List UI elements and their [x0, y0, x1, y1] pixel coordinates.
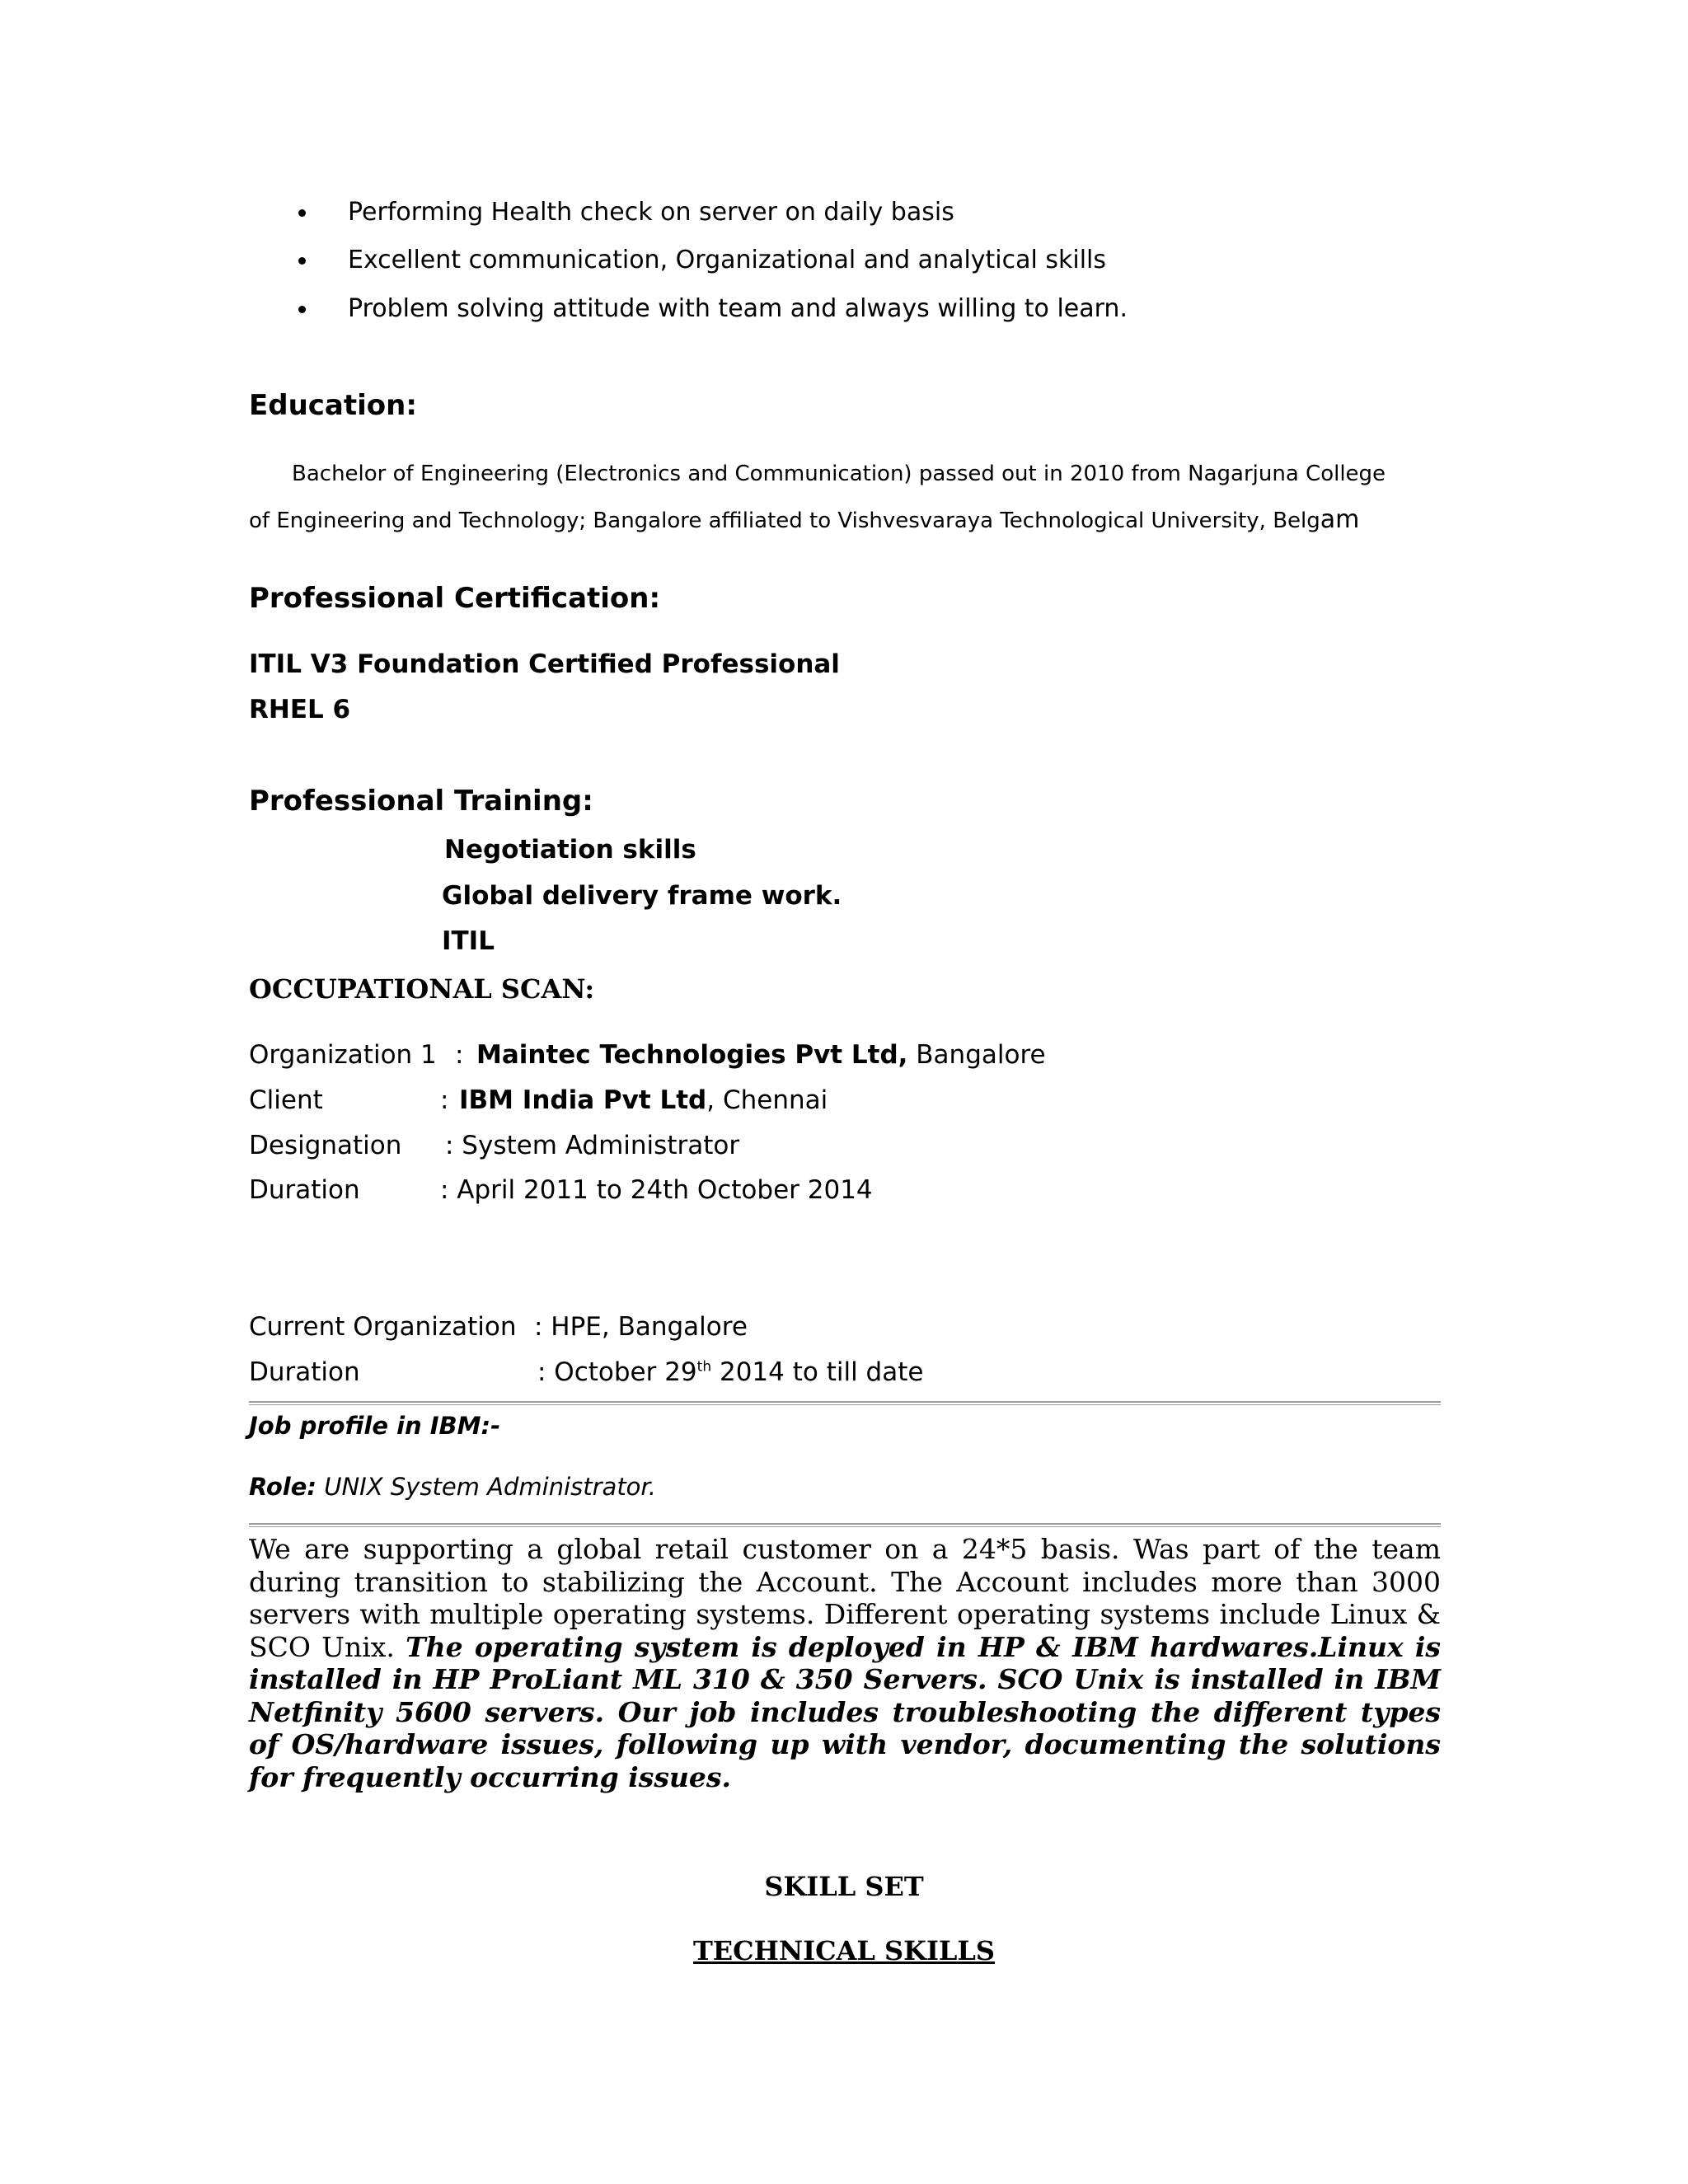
training-heading: Professional Training: [249, 785, 593, 818]
certification-item: ITIL V3 Foundation Certified Professional [249, 649, 840, 679]
training-item: ITIL [442, 926, 495, 956]
org1-city: Bangalore [907, 1040, 1046, 1070]
client-name: IBM India Pvt Ltd [459, 1085, 707, 1115]
description-emphasis: The operating system is deployed in HP & IBM hardwares.Linux is installed in HP ProLiant ML 310 & 350 Servers. SCO Unix is installed in IBM Netfinity 5600 servers. Our job includes troubleshooting the different types of OS/hardware issues, following up with vendor, documenting the solutions for frequently occurring issues. [249, 1630, 1442, 1793]
bullet-dot-icon [298, 306, 306, 313]
current-org-row [0, 1312, 1688, 1345]
occupational-heading: OCCUPATIONAL SCAN: [249, 973, 595, 1005]
designation-row [0, 1131, 1688, 1164]
org1-value [476, 1040, 1046, 1070]
education-heading: Education: [249, 389, 417, 422]
description-normal: We are supporting a global retail customer on a 24*5 basis. Was part of the team during transition to stabilizing the Account. The Account includes more than 3000 servers with multiple operating systems. Different operating systems include Linux & SCO Unix. [249, 1533, 1441, 1663]
duration2-value [537, 1357, 923, 1387]
org1-name: Maintec Technologies Pvt Ltd, [476, 1040, 908, 1070]
designation-label: Designation [249, 1131, 402, 1160]
skill-set-heading: SKILL SET [764, 1871, 924, 1902]
bullet-item: Problem solving attitude with team and always willing to learn. [348, 294, 1128, 323]
duration2-label: Duration [249, 1357, 360, 1387]
bullet-item: Performing Health check on server on daily basis [348, 198, 954, 227]
client-city: , Chennai [706, 1085, 828, 1115]
org1-label: Organization 1 [249, 1040, 437, 1070]
certification-heading: Professional Certification: [249, 582, 661, 615]
role-label: Role: [249, 1473, 317, 1501]
org1-separator: : [455, 1040, 464, 1070]
designation-value: : System Administrator [445, 1131, 740, 1160]
education-line-2 [249, 505, 1359, 534]
role-value: UNIX System Administrator. [316, 1473, 656, 1501]
client-separator: : [440, 1085, 449, 1115]
technical-skills-heading: TECHNICAL SKILLS [692, 1935, 996, 1966]
client-label: Client [249, 1085, 323, 1115]
role-line [249, 1473, 656, 1501]
current-org-label: Current Organization [249, 1312, 517, 1342]
education-line-2-tail: am [1320, 505, 1360, 534]
training-item: Negotiation skills [444, 835, 696, 865]
job-profile-title: Job profile in IBM:- [249, 1412, 501, 1440]
duration-row [0, 1175, 1688, 1208]
org1-row [0, 1040, 1688, 1073]
education-line-2-main: of Engineering and Technology; Bangalore affiliated to Vishvesvaraya Technological University, Belg [249, 509, 1320, 533]
duration-value: : April 2011 to 24th October 2014 [440, 1175, 873, 1205]
bullet-item: Excellent communication, Organizational and analytical skills [348, 246, 1107, 274]
description-paragraph [249, 1533, 1441, 1793]
current-org-value: : HPE, Bangalore [534, 1312, 748, 1342]
certification-item: RHEL 6 [249, 695, 351, 724]
divider-top [249, 1401, 1441, 1405]
duration2-pre: : October 29 [537, 1357, 697, 1387]
duration2-row [0, 1357, 1688, 1390]
duration2-post: 2014 to till date [711, 1357, 924, 1387]
divider-bottom [249, 1523, 1441, 1527]
client-row [0, 1085, 1688, 1118]
bullet-dot-icon [298, 257, 306, 265]
training-item: Global delivery frame work. [442, 881, 842, 911]
bullet-dot-icon [298, 209, 306, 217]
client-value [459, 1085, 828, 1115]
duration-label: Duration [249, 1175, 360, 1205]
duration2-sup: th [696, 1358, 712, 1376]
education-line-1: Bachelor of Engineering (Electronics and Communication) passed out in 2010 from Nagarjuna College [292, 462, 1386, 486]
